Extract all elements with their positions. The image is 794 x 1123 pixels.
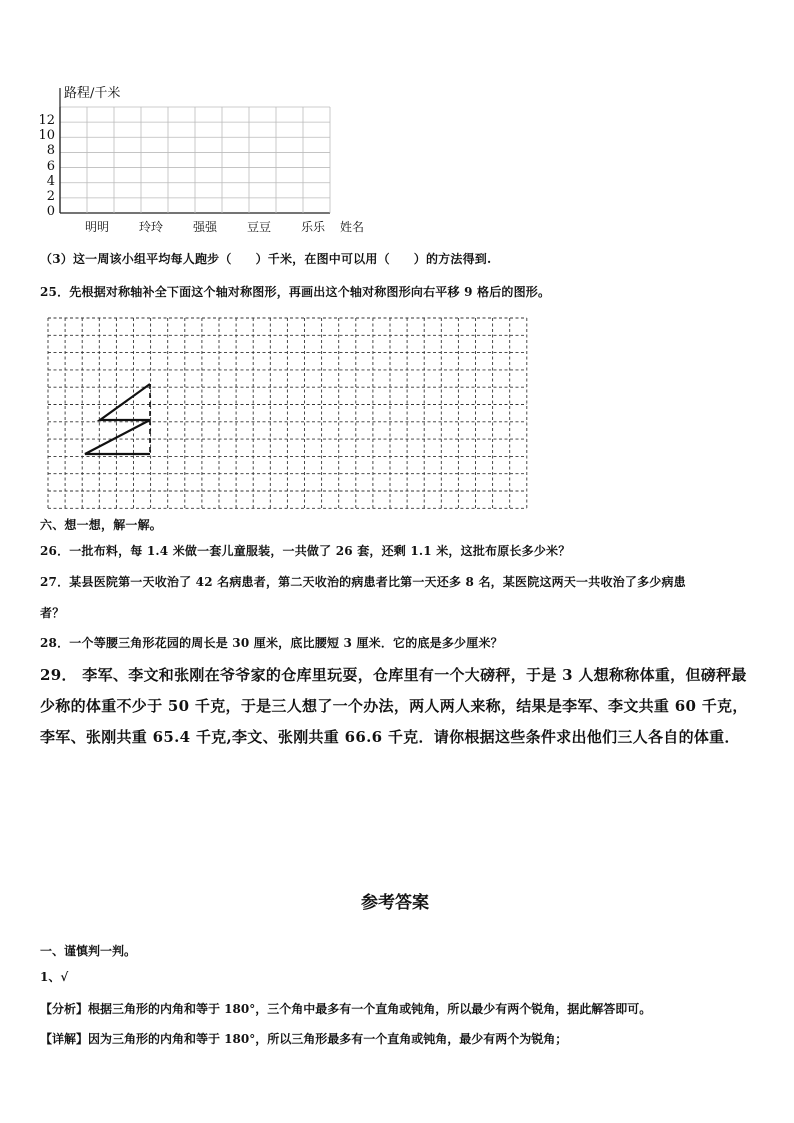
given-half-figure (85, 384, 150, 454)
y-tick-label: 8 (46, 143, 55, 159)
y-tick-label: 10 (38, 128, 55, 144)
y-tick-label: 2 (46, 188, 55, 204)
symmetry-grid-figure (44, 314, 544, 509)
chart-plot (0, 0, 420, 160)
answer-1-analysis: 【分析】根据三角形的内角和等于 180°，三个角中最多有一个直角或钝角，所以最少有两个锐角，据此解答即可。 (40, 1002, 652, 1016)
chart-y-axis-label: 路程/千米 (64, 86, 121, 101)
y-tick-label: 4 (46, 173, 55, 189)
question-24-part-3 (40, 250, 491, 267)
question-27-line-2: 者？ (40, 606, 65, 620)
q24-3-text-2: ）千米，在图中可以用（ (255, 252, 390, 266)
question-26: 26．一批布料，每 1.4 米做一套儿童服装，一共做了 26 套，还剩 1.1 米，这批布原长多少米？ (40, 544, 571, 558)
answer-1-detail: 【详解】因为三角形的内角和等于 180°，所以三角形最多有一个直角或钝角，最少有两个为锐角； (40, 1032, 568, 1046)
question-27-line-1: 27．某县医院第一天收治了 42 名病患者，第二天收治的病患者比第一天还多 8 名，某医院这两天一共收治了多少病患 (40, 575, 686, 589)
answer-1: 1、√ (40, 970, 69, 984)
x-category-label: 玲玲 (139, 220, 164, 234)
answers-section-1: 一、谨慎判一判。 (40, 944, 137, 958)
x-category-label: 豆豆 (247, 220, 272, 234)
question-28: 28．一个等腰三角形花园的周长是 30 厘米，底比腰短 3 厘米．它的底是多少厘米？ (40, 636, 503, 650)
x-category-label: 乐乐 (301, 220, 326, 234)
dashed-grid (48, 318, 527, 508)
x-category-label: 明明 (85, 220, 110, 234)
q24-3-text-1: （3）这一周该小组平均每人跑步（ (40, 252, 232, 266)
chart-x-axis-label: 姓名 (340, 220, 365, 234)
chart-grid (60, 88, 330, 213)
q24-3-text-3: ）的方法得到. (413, 252, 492, 266)
section-6-heading: 六、想一想，解一解。 (40, 518, 163, 532)
y-tick-label: 12 (38, 113, 55, 129)
question-25: 25．先根据对称轴补全下面这个轴对称图形，再画出这个轴对称图形向右平移 9 格后的图形。 (40, 285, 551, 299)
y-tick-label: 6 (46, 158, 55, 174)
question-29: 29． 李军、李文和张刚在爷爷家的仓库里玩耍，仓库里有一个大磅秤，于是 3 人想称称体重，但磅秤最少称的体重不少于 50 千克，于是三人想了一个办法，两人两人来称，结果是李军、李文共重 60 千克，李军、张刚共重 65.4 千克,李文、张刚共重 66.6 千克．请你根据这些条件求出他们三人各自的体重． (40, 666, 748, 746)
x-category-label: 强强 (193, 220, 218, 234)
y-tick-label: 0 (46, 204, 55, 219)
answers-title: 参考答案 (361, 893, 429, 913)
